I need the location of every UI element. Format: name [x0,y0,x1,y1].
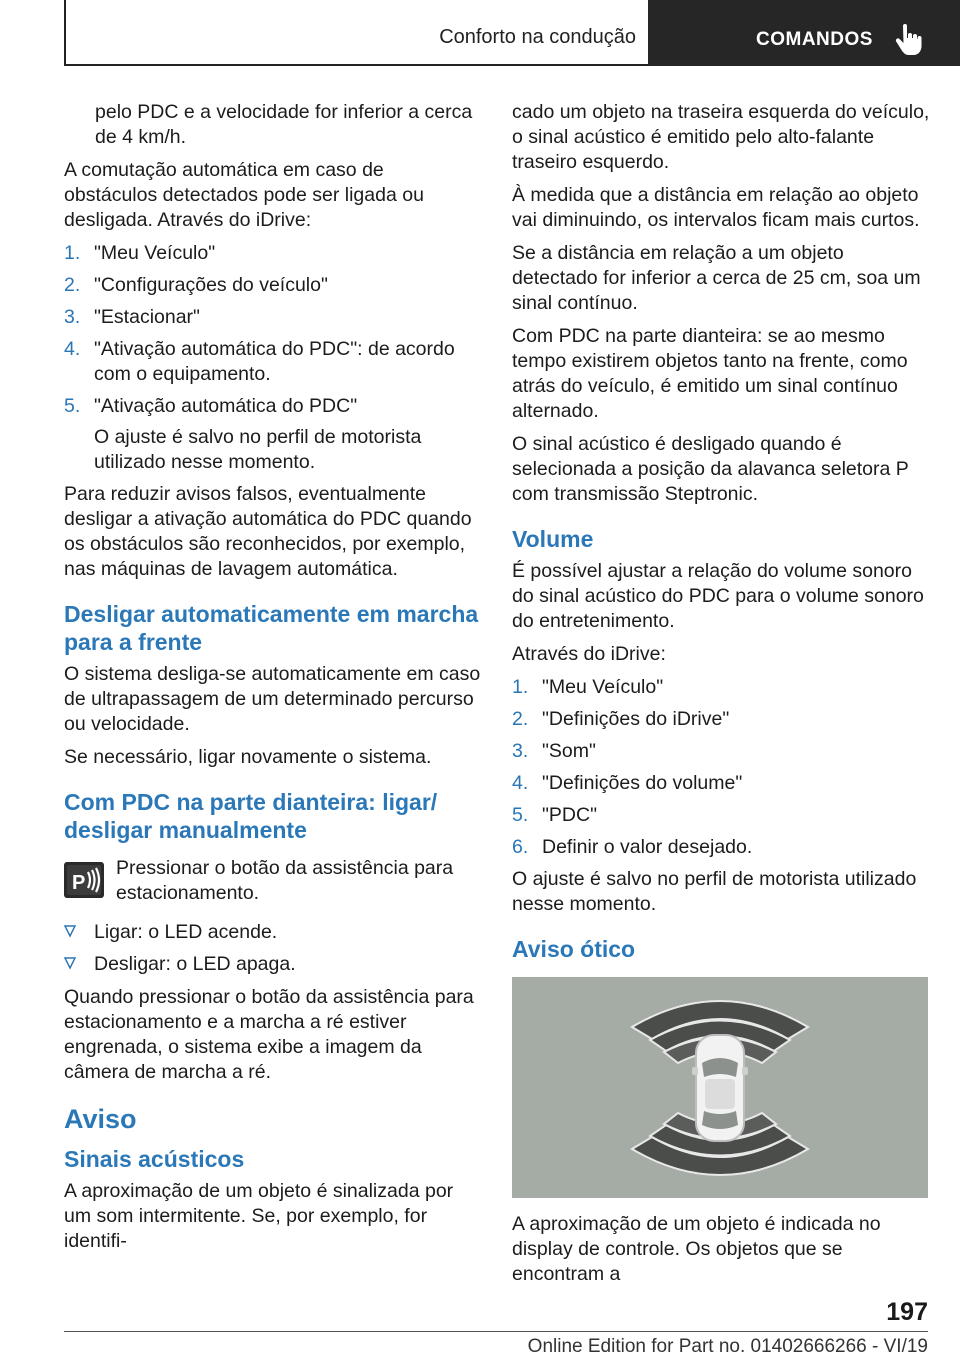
idrive-steps-list [64,241,482,475]
paragraph: Com PDC na parte dianteira: se ao mesmo tempo existirem objetos tanto na frente, como atrás do veículo, é emitido um sinal contínuo alternado. [512,325,908,422]
step-number: 6. [512,836,529,858]
heading-desligar-automaticamente: Desligar automaticamente em marcha para a frente [64,601,479,655]
paragraph: Para reduzir avisos falsos, eventualmente desligar a ativação automática do PDC quando os obstáculos são reconhecidos, por exemplo, nas máquinas de lavagem automática. [64,483,472,580]
list-item [512,771,932,796]
paragraph: pelo PDC e a velocidade for inferior a cerca de 4 km/h. [95,101,473,148]
paragraph: Se a distância em relação a um objeto detectado for inferior a cerca de 25 cm, soa um sinal contínuo. [512,242,921,314]
heading-aviso: Aviso [64,1104,137,1134]
paragraph: Quando pressionar o botão da assistência para estacionamento e a marcha a ré estiver engrenada, o sistema exibe a imagem da câmera de marcha a ré. [64,986,474,1083]
svg-text:P: P [72,872,86,894]
parking-sensor-illustration [512,977,928,1198]
triangle-bullet-icon [64,924,76,938]
step-number: 2. [64,274,81,296]
step-text: "Meu Veículo" [94,242,216,264]
step-text: "Estacionar" [94,306,200,328]
step-number: 1. [64,242,81,264]
parking-display-figure [512,977,928,1198]
step-subtext: O ajuste é salvo no perfil de motorista utilizado nesse momento. [94,426,422,473]
list-item [64,337,482,387]
step-number: 5. [64,395,81,417]
footer-rule [64,1331,928,1332]
paragraph: Através do iDrive: [512,643,666,665]
paragraph: A comutação automática em caso de obstáculos detectados pode ser ligada ou desligada. Através do iDrive: [64,159,424,231]
button-instruction [64,856,482,906]
hand-pointer-icon [894,24,922,56]
heading-aviso-otico: Aviso ótico [512,936,636,962]
parking-assist-button-icon [64,862,104,898]
step-text: "Ativação automática do PDC": de acordo com o equipamento. [94,338,455,385]
list-item [64,394,482,475]
step-text: "Ativação automática do PDC" [94,395,358,417]
list-item [64,952,482,977]
step-number: 4. [512,772,529,794]
step-text: "Definições do iDrive" [542,708,730,730]
list-item [512,675,932,700]
list-item [512,707,932,732]
step-text: "Som" [542,740,596,762]
volume-steps-list [512,675,932,860]
step-text: "Meu Veículo" [542,676,664,698]
step-number: 3. [64,306,81,328]
button-instruction-text: Pressionar o botão da assistência para estacionamento. [116,857,454,904]
step-number: 1. [512,676,529,698]
page-number: 197 [886,1298,928,1326]
left-column [64,100,482,1262]
paragraph: O ajuste é salvo no perfil de motorista utilizado nesse momento. [512,868,917,915]
paragraph: O sistema desliga-se automaticamente em caso de ultrapassagem de um determinado percurso ou velocidade. [64,663,481,735]
triangle-bullet-icon [64,956,76,970]
paragraph: Se necessário, ligar novamente o sistema. [64,746,432,768]
bullet-text: Desligar: o LED apaga. [94,953,296,975]
heading-ligar-desligar-manual: Com PDC na parte dianteira: ligar/ desligar manualmente [64,789,438,843]
list-item [512,835,932,860]
list-item [64,241,482,266]
step-number: 2. [512,708,529,730]
step-text: Definir o valor desejado. [542,836,753,858]
list-item [512,803,932,828]
list-item [64,273,482,298]
list-item [512,739,932,764]
bullet-text: Ligar: o LED acende. [94,921,278,943]
led-bullet-list [64,920,482,977]
list-item [64,920,482,945]
paragraph: A aproximação de um objeto é indicada no display de controle. Os objetos que se encontram a [512,1213,881,1285]
footer-edition-text: Online Edition for Part no. 01402666266 - VI/19 [527,1336,928,1357]
paragraph: A aproximação de um objeto é sinalizada por um som intermitente. Se, por exemplo, for identifi- [64,1180,454,1252]
paragraph: É possível ajustar a relação do volume sonoro do sinal acústico do PDC para o volume sonoro do entretenimento. [512,560,924,632]
step-text: "Definições do volume" [542,772,743,794]
heading-volume: Volume [512,526,594,552]
heading-sinais-acusticos: Sinais acústicos [64,1146,245,1172]
right-column [512,100,932,1295]
list-item [64,305,482,330]
paragraph: À medida que a distância em relação ao objeto vai diminuindo, os intervalos ficam mais curtos. [512,184,920,231]
step-text: "PDC" [542,804,598,826]
paragraph: O sinal acústico é desligado quando é selecionada a posição da alavanca seletora P com transmissão Steptronic. [512,433,909,505]
step-number: 3. [512,740,529,762]
step-text: "Configurações do veículo" [94,274,328,296]
step-number: 4. [64,338,81,360]
chapter-tab[interactable] [648,0,960,66]
paragraph: cado um objeto na traseira esquerda do veículo, o sinal acústico é emitido pelo alto-falante traseiro esquerdo. [512,101,930,173]
section-title: Conforto na condução [439,26,636,48]
chapter-tab-label: COMANDOS [756,29,873,50]
header-bottom-rule [64,64,648,66]
step-number: 5. [512,804,529,826]
